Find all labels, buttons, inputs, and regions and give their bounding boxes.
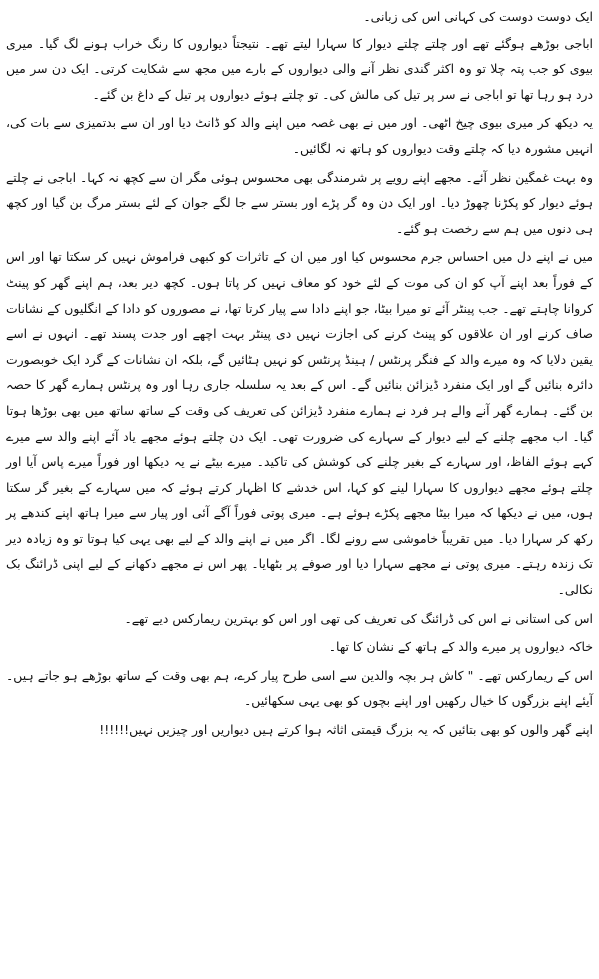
story-paragraph: یہ دیکھ کر میری بیوی چیخ اٹھی۔ اور میں نے بھی غصہ میں اپنے والد کو ڈانٹ دیا اور ان سے بدتمیزی سے بات کی، انہیں مشورہ دیا کہ چلتے وقت دیواروں کو ہاتھ نہ لگائیں۔ <box>6 115 593 156</box>
story-paragraph: میں نے اپنے دل میں احساس جرم محسوس کیا اور میں ان کے تاثرات کو کبھی فراموش نہیں کر سکتا تھا اور اس کے فوراً بعد اپنے آپ کو ان کی موت کے لئے خود کو معاف نہیں کر پاتا ہوں۔ کچھ دیر بعد، ہم اپنے گھر کو پینٹ کروانا چاہتے تھے۔ جب پینٹر آئے تو میرا بیٹا، جو اپنے دادا سے پیار کرتا تھا، نے مصوروں کو دادا کے انگلیوں کے نشانات صاف کرنے اور ان علاقوں کو پینٹ کرنے کی اجازت نہیں دی پینٹر بہت اچھے اور جدت پسند تھے۔ انہوں نے اسے یقین دلایا کہ وہ میرے والد کے فنگر پرنٹس / ہینڈ پرنٹس کو نہیں ہٹائیں گے، بلکہ ان نشانات کے گرد ایک خوبصورت دائرہ بنائیں گے اور ایک منفرد ڈیزائن بنائیں گے۔ اس کے بعد یہ سلسلہ جاری رہا اور وہ پرنٹس ہمارے گھر کا حصہ بن گئے۔ ہمارے گھر آنے والے ہر فرد نے ہمارے منفرد ڈیزائن کی تعریف کی وقت کے ساتھ ساتھ میں بھی بوڑھا ہوتا گیا۔ اب مجھے چلنے کے لیے دیوار کے سہارے کی ضرورت تھی۔ ایک دن چلتے ہوئے مجھے یاد آئے اپنے والد سے میرے کہے ہوئے الفاظ، اور سہارے کے بغیر چلنے کی کوشش کی تاکید۔ میرے بیٹے نے یہ دیکھا اور فوراً میرے پاس آیا اور چلتے ہوئے مجھے دیواروں کا سہارا لینے کو کہا، اس خدشے کا اظہار کرتے ہوئے کہ میں سہارے کے بغیر گر سکتا ہوں، میں نے دیکھا کہ میرا بیٹا مجھے پکڑے ہوئے ہے۔ میری پوتی فوراً آگے آئی اور پیار سے میرا ہاتھ اپنے کندھے پر رکھ کر سہارا دیا۔ میں تقریباً خاموشی سے رونے لگا۔ اگر میں نے اپنے والد کے لیے بھی یہی کیا ہوتا تو وہ زیادہ دیر تک زندہ رہتے۔ میری پوتی نے مجھے سہارا دیا اور صوفے پر بٹھایا۔ پھر اس نے مجھے دکھانے کے لیے اپنی ڈرائنگ بک نکالی۔ <box>6 249 593 598</box>
story-paragraph: خاکہ دیواروں پر میرے والد کے ہاتھ کے نشان کا تھا۔ <box>328 639 593 655</box>
story-closing-line: اپنے گھر والوں کو بھی بتائیں کہ یہ بزرگ قیمتی اثاثہ ہوا کرتے ہیں دیواریں اور چیزیں نہیں!!!!!! <box>99 722 593 738</box>
story-paragraph: وہ بہت غمگین نظر آئے۔ مجھے اپنے رویے پر شرمندگی بھی محسوس ہوئی مگر ان سے کچھ نہ کہا۔ اباجی نے چلتے ہوئے دیوار کو پکڑنا چھوڑ دیا۔ اور ایک دن وہ گر پڑے اور بستر سے جا لگے جوان کے لئے بستر مرگ بن گیا اور کچھ ہی دنوں میں ہم سے رخصت ہو گئے۔ <box>6 169 593 236</box>
story-paragraph: اس کے ریمارکس تھے۔ " کاش ہر بچہ والدین سے اسی طرح پیار کرے، ہم بھی وقت کے ساتھ بوڑھے ہو جاتے ہیں۔ آیئے اپنے بزرگوں کا خیال رکھیں اور اپنے بچوں کو بھی یہی سکھائیں۔ <box>6 667 593 709</box>
story-paragraph: اس کی استانی نے اس کی ڈرائنگ کی تعریف کی تھی اور اس کو بہترین ریمارکس دیے تھے۔ <box>124 610 593 626</box>
story-paragraph: اباجی بوڑھے ہوگئے تھے اور چلتے چلتے دیوار کا سہارا لیتے تھے۔ نتیجتاً دیواروں کا رنگ خراب ہونے لگ گیا۔ میری بیوی کو جب پتہ چلا تو وہ اکثر گندی نظر آنے والی دیواروں کے بارے میں مجھ سے شکایت کرتی۔ ایک دن سر میں درد ہو رہا تھا تو اباجی نے سر پر تیل کی مالش کی۔ تو چلتے ہوئے دیواروں پر تیل کے داغ بن گئے۔ <box>6 35 593 102</box>
story-title: ایک دوست دوست کی کہانی اس کی زبانی۔ <box>363 9 593 24</box>
